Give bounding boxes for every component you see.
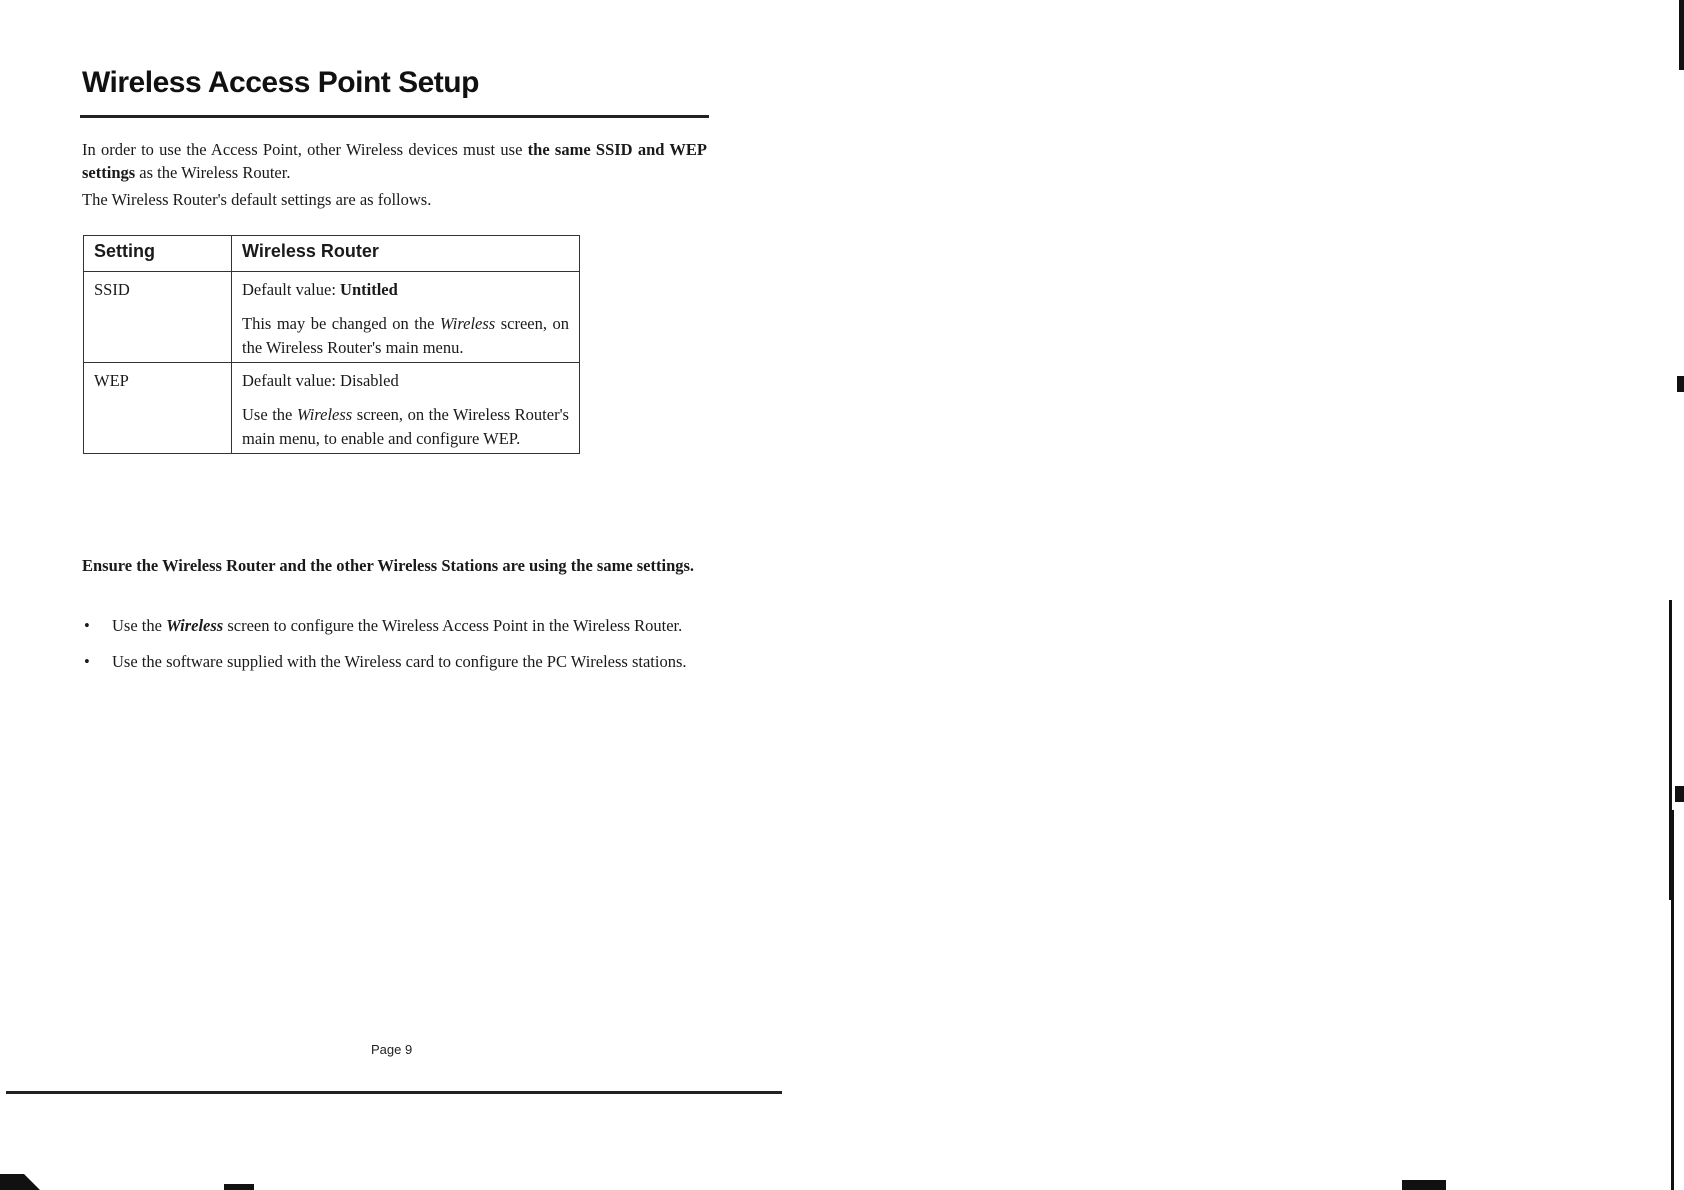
note-italic-text: Wireless	[439, 314, 496, 333]
list-item	[82, 650, 707, 674]
note-text-before: Use the	[242, 405, 297, 424]
default-value: Untitled	[340, 280, 398, 299]
bullet-text: Use the software supplied with the Wireless card to configure the PC Wireless stations.	[112, 652, 687, 671]
note-text-after: screen, on the Wireless Router's main menu, to enable and configure WEP.	[242, 405, 569, 448]
default-value-line	[242, 369, 569, 393]
bullet-list	[82, 614, 707, 686]
default-value-label: Default value:	[242, 371, 341, 390]
scan-edge-mark	[1679, 0, 1684, 70]
table-row	[84, 363, 580, 454]
title-divider	[80, 115, 709, 118]
intro-bold-text: the same SSID and WEP settings	[82, 140, 707, 182]
note-text-after: screen, on the Wireless Router's main menu.	[242, 314, 569, 357]
setting-note	[242, 312, 569, 360]
scan-edge-mark	[1677, 376, 1684, 392]
header-wireless-router: Wireless Router	[232, 236, 580, 272]
table-row	[84, 272, 580, 363]
scan-corner-mark	[224, 1184, 254, 1190]
bullet-bold-italic-text: Wireless	[166, 616, 224, 635]
bullet-icon: •	[84, 616, 90, 635]
list-item	[82, 614, 707, 638]
bottom-divider	[6, 1091, 782, 1094]
intro-text-before: In order to use the Access Point, other Wireless devices must use	[82, 140, 528, 159]
default-value-label: Default value:	[242, 280, 341, 299]
table-header-row	[84, 236, 580, 272]
bullet-text-after: screen to configure the Wireless Access Point in the Wireless Router.	[223, 616, 683, 635]
scan-corner-mark	[1402, 1180, 1446, 1190]
setting-name-cell: SSID	[84, 272, 232, 363]
note-text-before: This may be changed on the	[242, 314, 440, 333]
default-value-line	[242, 278, 569, 302]
bullet-text-before: Use the	[112, 616, 167, 635]
intro-text-after: as the Wireless Router.	[135, 163, 291, 182]
settings-table	[83, 235, 580, 454]
scan-edge-mark	[1671, 810, 1674, 1190]
page-title: Wireless Access Point Setup	[82, 66, 479, 99]
setting-value-cell	[232, 363, 580, 454]
defaults-line: The Wireless Router's default settings are as follows.	[82, 190, 432, 209]
header-setting: Setting	[84, 236, 232, 272]
intro-paragraph	[82, 138, 707, 184]
page-number: Page 9	[371, 1042, 413, 1057]
note-italic-text: Wireless	[296, 405, 353, 424]
ensure-heading: Ensure the Wireless Router and the other Wireless Stations are using the same settings.	[82, 556, 695, 575]
scan-edge-mark	[1675, 786, 1684, 802]
bullet-icon: •	[84, 652, 90, 671]
setting-value-cell	[232, 272, 580, 363]
scan-corner-mark	[0, 1174, 40, 1190]
setting-note	[242, 403, 569, 451]
default-value: Disabled	[340, 371, 399, 390]
setting-name-cell: WEP	[84, 363, 232, 454]
